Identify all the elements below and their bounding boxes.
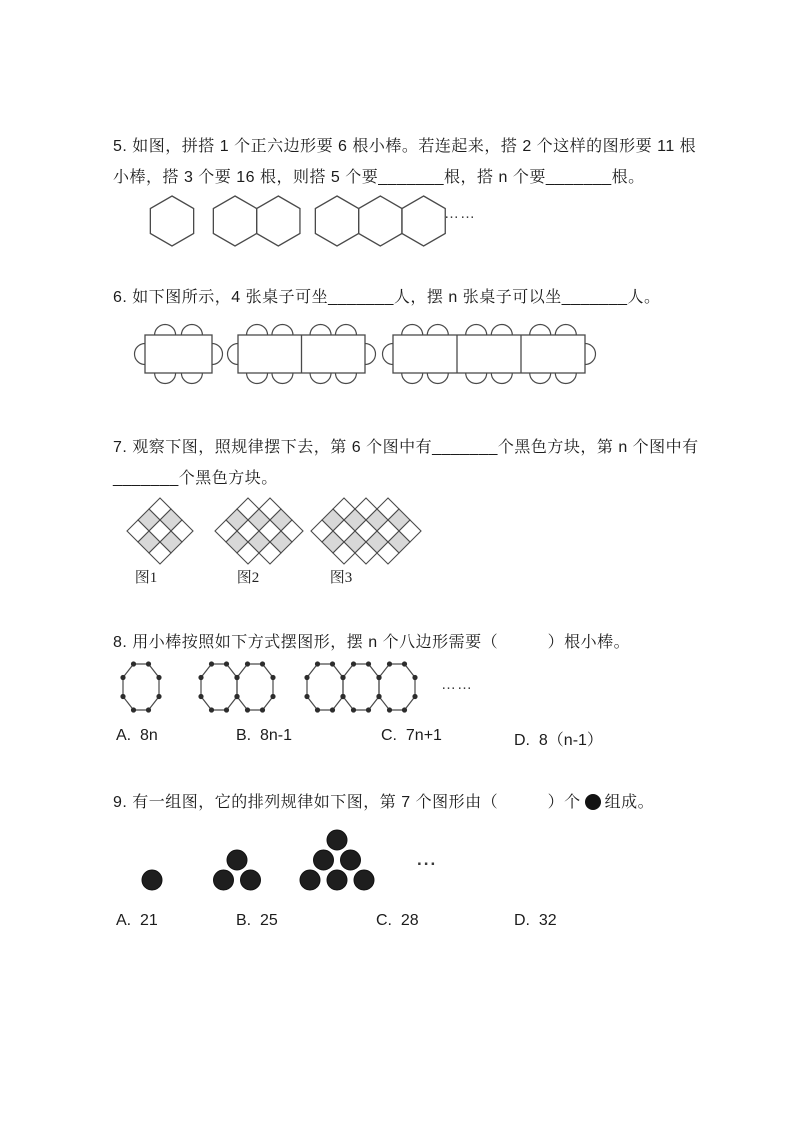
q9-text-before-icon: 9. 有一组图，它的排列规律如下图，第 7 个图形由（ ）个 [113, 794, 581, 811]
q8-option-d: D. 8（n-1） [514, 732, 603, 749]
q9-text-line1 [113, 792, 654, 814]
black-dot-icon [585, 794, 601, 810]
q7-figure-label-2: 图2 [236, 570, 260, 586]
q6-figure [0, 318, 793, 396]
q8-option-c: C. 7n+1 [381, 727, 442, 744]
q5-text-line2: 小棒，搭 3 个要 16 根，则搭 5 个要_______根，搭 n 个要_______根。 [113, 169, 645, 186]
q9-option-b: B. 25 [236, 912, 278, 929]
q8-option-b: B. 8n-1 [236, 727, 293, 744]
q7-text-line1: 7. 观察下图，照规律摆下去，第 6 个图中有_______个黑色方块，第 n 个图中有 [113, 439, 699, 456]
q8-figure [0, 658, 793, 720]
q5-ellipsis: …… [444, 205, 476, 222]
q9-text-after-icon: 组成。 [604, 794, 655, 811]
q7-figure-label-3: 图3 [329, 570, 353, 586]
q9-figure [0, 828, 793, 906]
q9-ellipsis: ... [417, 850, 438, 869]
q8-option-a: A. 8n [116, 727, 158, 744]
q5-text-line1: 5. 如图，拼搭 1 个正六边形要 6 根小棒。若连起来，搭 2 个这样的图形要 11 根 [113, 138, 697, 155]
q9-option-d: D. 32 [514, 912, 557, 929]
q8-ellipsis: …… [441, 676, 473, 693]
q7-figure-label-1: 图1 [134, 570, 158, 586]
q5-figure [0, 190, 793, 260]
q8-text-line1: 8. 用小棒按照如下方式摆图形，摆 n 个八边形需要（ ）根小棒。 [113, 634, 631, 651]
q9-option-a: A. 21 [116, 912, 158, 929]
q7-text-line2: _______个黑色方块。 [113, 470, 278, 487]
q9-option-c: C. 28 [376, 912, 419, 929]
q7-figure [0, 495, 793, 570]
q6-text-line1: 6. 如下图所示，4 张桌子可坐_______人，摆 n 张桌子可以坐_______人。 [113, 289, 661, 306]
